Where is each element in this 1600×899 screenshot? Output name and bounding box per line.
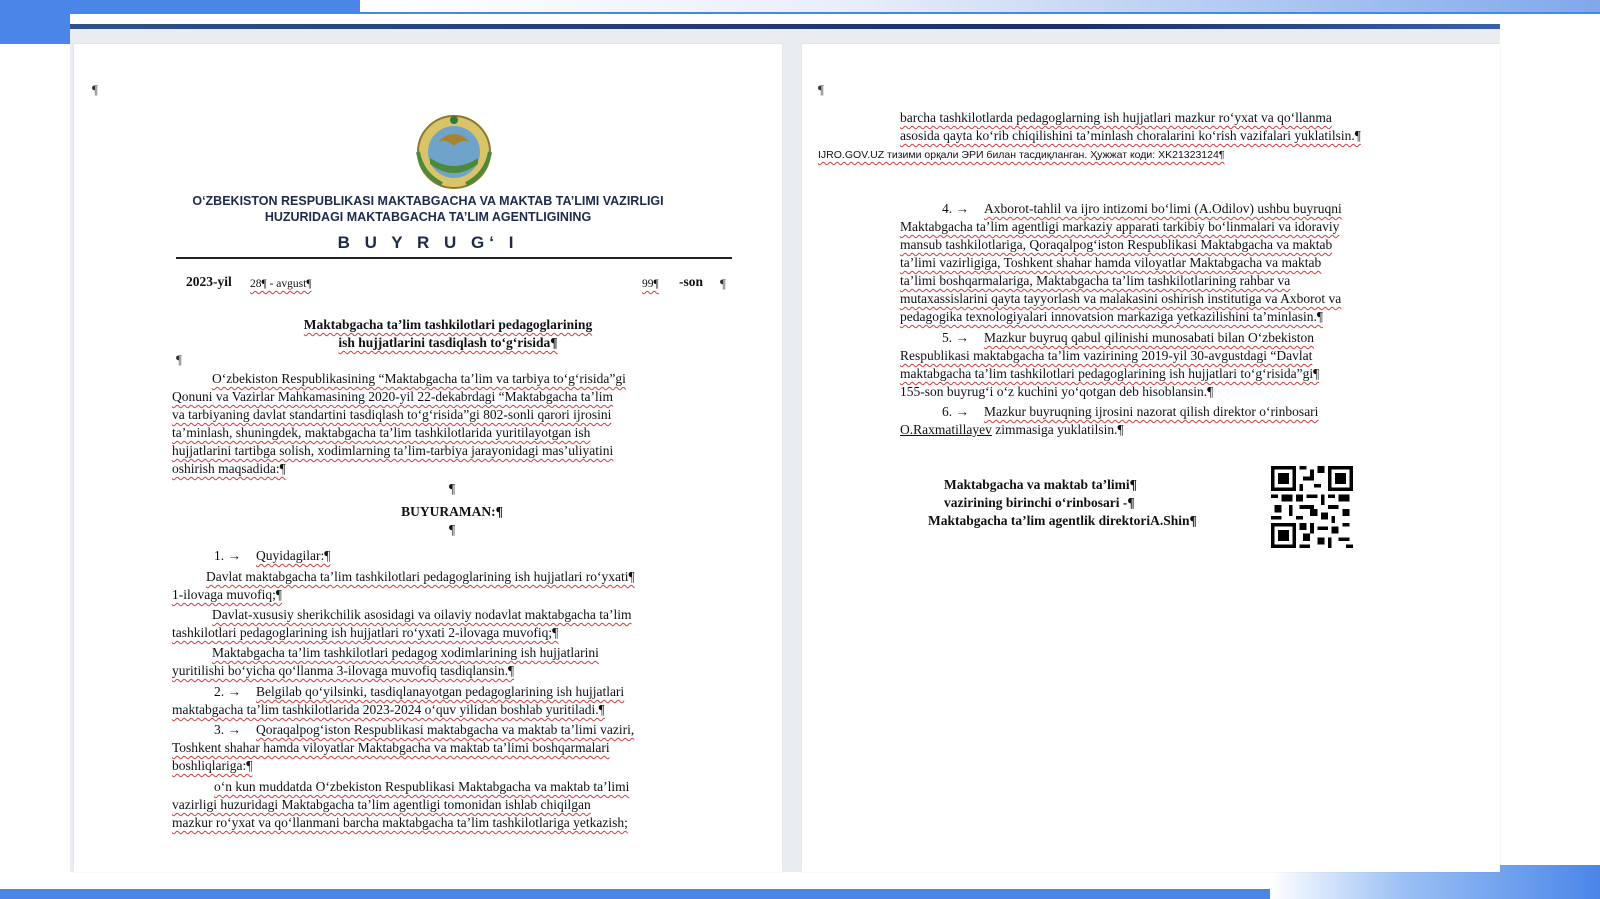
item-1b-line: Davlat-xususiy sherikchilik asosidagi va oilaviy nodavlat maktabgacha ta’lim bbox=[212, 607, 632, 622]
qr-code-icon[interactable] bbox=[1266, 466, 1358, 548]
item-6-number: 6. → bbox=[942, 404, 969, 419]
item-6-line: Mazkur buyruqning ijrosini nazorat qilish direktor o‘rinbosari bbox=[984, 404, 1319, 419]
document-date-field[interactable]: 28¶ - avgust¶ bbox=[250, 278, 312, 290]
item-3-number: 3. → bbox=[214, 722, 241, 737]
item-4-line: pedagogika texnologiyalari innovatsion markaziga yetkazilishini ta’minlasin.¶ bbox=[900, 309, 1324, 324]
item-4-line: Maktabgacha ta’lim agentligi markaziy apparati tarkibiy bo‘linmalari va idoraviy bbox=[900, 219, 1340, 234]
continuation-line: asosida qayta ko‘rib chiqilishini ta’minlash choralarini ko‘rish vazifalari yuklatilsin.¶ bbox=[900, 128, 1361, 143]
item-5-number: 5. → bbox=[942, 330, 969, 345]
item-4-line: mansub tashkilotlariga, Qoraqalpog‘iston Respublikasi Maktabgacha va maktab bbox=[900, 237, 1333, 252]
item-2-line: maktabgacha ta’lim tashkilotlarida 2023-2024 o‘quv yilidan boshlab yuritiladi.¶ bbox=[172, 702, 605, 717]
pilcrow-mark: ¶ bbox=[720, 276, 726, 291]
pilcrow-mark: ¶ bbox=[448, 522, 456, 537]
item-1a-line: Davlat maktabgacha ta’lim tashkilotlari pedagoglarining ish hujjatlari ro‘yxati¶ bbox=[206, 569, 635, 584]
item-4-line: mutaxassislarini qayta tayyorlash va malakasini oshirish institutiga va Axborot va bbox=[900, 291, 1342, 306]
item-2-line: Belgilab qo‘yilsinki, tasdiqlanayotgan pedagoglarining ish hujjatlari bbox=[256, 684, 625, 699]
pilcrow-mark: ¶ bbox=[448, 481, 456, 496]
document-page-2[interactable] bbox=[802, 44, 1500, 872]
item-5-line: 155-son buyrug‘i o‘z kuchini yo‘qotgan deb hisoblansin.¶ bbox=[900, 384, 1214, 399]
item-4-number: 4. → bbox=[942, 201, 969, 216]
item-3-line: boshliqlariga:¶ bbox=[172, 758, 253, 773]
item-4-line: ta’limi boshqarmalariga, Maktabgacha ta’lim tashkilotlarining rahbar va bbox=[900, 273, 1291, 288]
document-number-field[interactable]: 99¶ bbox=[642, 278, 659, 290]
item-4-line: ta’limi vazirligiga, Toshkent shahar hamda viloyatlar Maktabgacha va maktab bbox=[900, 255, 1322, 270]
signature-title-line3: Maktabgacha ta’lim agentlik direktoriA.Shin¶ bbox=[928, 513, 1197, 528]
frame-top-fade bbox=[360, 0, 1600, 12]
item-3a-line: o‘n kun muddatda O‘zbekiston Respublikasi Maktabgacha va maktab ta’limi bbox=[214, 779, 630, 794]
item-6-line-rest: zimmasiga yuklatilsin.¶ bbox=[991, 422, 1124, 437]
signature-title-line2: vazirining birinchi o‘rinbosari -¶ bbox=[944, 495, 1135, 510]
item-1b-line: tashkilotlari pedagoglarining ish hujjatlari ro‘yxati 2-ilovaga muvofiq;¶ bbox=[172, 625, 559, 640]
item-1c-line: Maktabgacha ta’lim tashkilotlari pedagog xodimlarining ish hujjatlarini bbox=[212, 645, 599, 660]
frame-top-left-accent bbox=[0, 0, 70, 44]
preamble-line: va tarbiyaning davlat standartini tasdiqlash to‘g‘risida”gi 802-sonli qarori ijrosini bbox=[172, 407, 612, 422]
canvas-top-line bbox=[70, 24, 1500, 29]
header-rule bbox=[176, 257, 732, 259]
item-3a-line: mazkur ro‘yxat va qo‘llanmani barcha maktabgacha ta’lim tashkilotlariga yetkazish; bbox=[172, 815, 628, 830]
item-2-number: 2. → bbox=[214, 684, 241, 699]
preamble-line: Qonuni va Vazirlar Mahkamasining 2020-yil 22-dekabrdagi “Maktabgacha ta’lim bbox=[172, 389, 613, 404]
item-1a-line: 1-ilovaga muvofiq;¶ bbox=[172, 587, 282, 602]
item-1c-line: yuritilishi bo‘yicha qo‘llanma 3-ilovaga muvofiq tasdiqlansin.¶ bbox=[172, 663, 515, 678]
item-4-line: Axborot-tahlil va ijro intizomi bo‘limi (A.Odilov) ushbu buyruqni bbox=[984, 201, 1342, 216]
pilcrow-mark: ¶ bbox=[92, 82, 98, 97]
item-3-line: Qoraqalpog‘iston Respublikasi maktabgacha va maktab ta’limi vaziri, bbox=[256, 722, 635, 737]
item-5-line: maktabgacha ta’lim tashkilotlari pedagoglarining ish hujjatlari to‘g‘risida”gi¶ bbox=[900, 366, 1320, 381]
signature-title-line1: Maktabgacha va maktab ta’limi¶ bbox=[944, 477, 1137, 492]
ministry-name-line1: O‘ZBEKISTON RESPUBLIKASI MAKTABGACHA VA MAKTAB TA’LIMI VAZIRLIGI bbox=[192, 194, 664, 208]
item-5-line: Mazkur buyruq qabul qilinishi munosabati bilan O‘zbekiston bbox=[984, 330, 1314, 345]
continuation-line: barcha tashkilotlarda pedagoglarning ish hujjatlari mazkur ro‘yxat va qo‘llanma bbox=[900, 110, 1332, 125]
document-year: 2023-yil bbox=[186, 274, 232, 289]
item-3-line: Toshkent shahar hamda viloyatlar Maktabgacha va maktab ta’limi boshqarmalari bbox=[172, 740, 610, 755]
ministry-name-line2: HUZURIDAGI MAKTABGACHA TA’LIM AGENTLIGINING bbox=[264, 210, 592, 224]
preamble-line: oshirish maqsadida:¶ bbox=[172, 461, 286, 476]
preamble-line: hujjatlarini tartibga solish, xodimlarning ta’lim-tarbiya jarayonidagi mas’uliyatini bbox=[172, 443, 614, 458]
preamble-line: O‘zbekiston Respublikasining “Maktabgacha ta’lim va tarbiya to‘g‘risida”gi bbox=[212, 371, 626, 386]
item-6-line2 bbox=[900, 421, 1124, 439]
responsible-person-name: O.Raxmatillayev bbox=[900, 422, 992, 437]
document-type-heading: B U Y R U G‘ I bbox=[337, 233, 519, 252]
document-title-line2: ish hujjatlarini tasdiqlash to‘g‘risida¶ bbox=[338, 335, 558, 350]
item-1-number: 1. → bbox=[214, 548, 241, 563]
document-title-line1: Maktabgacha ta’lim tashkilotlari pedagoglarining bbox=[303, 317, 593, 332]
document-number-suffix: -son bbox=[679, 274, 704, 289]
eri-approval-note: IJRO.GOV.UZ тизими орқали ЭРИ билан тасдиқланган. Ҳужжат коди: XK21323124¶ bbox=[818, 149, 1225, 161]
document-page-1[interactable] bbox=[74, 44, 782, 872]
item-3a-line: vazirligi huzuridagi Maktabgacha ta’lim agentligi tomonidan ishlab chiqilgan bbox=[172, 797, 591, 812]
item-1-text: Quyidagilar:¶ bbox=[256, 548, 331, 563]
state-emblem-icon bbox=[412, 112, 496, 190]
item-5-line: Respublikasi maktabgacha ta’lim vazirining 2019-yil 30-avgustdagi “Davlat bbox=[900, 348, 1313, 363]
pilcrow-mark: ¶ bbox=[176, 352, 182, 367]
command-heading: BUYURAMAN:¶ bbox=[401, 504, 503, 519]
pilcrow-mark: ¶ bbox=[818, 82, 824, 97]
preamble-line: ta’minlash, shuningdek, maktabgacha ta’lim tashkilotlarida yuritilayotgan ish bbox=[172, 425, 591, 440]
